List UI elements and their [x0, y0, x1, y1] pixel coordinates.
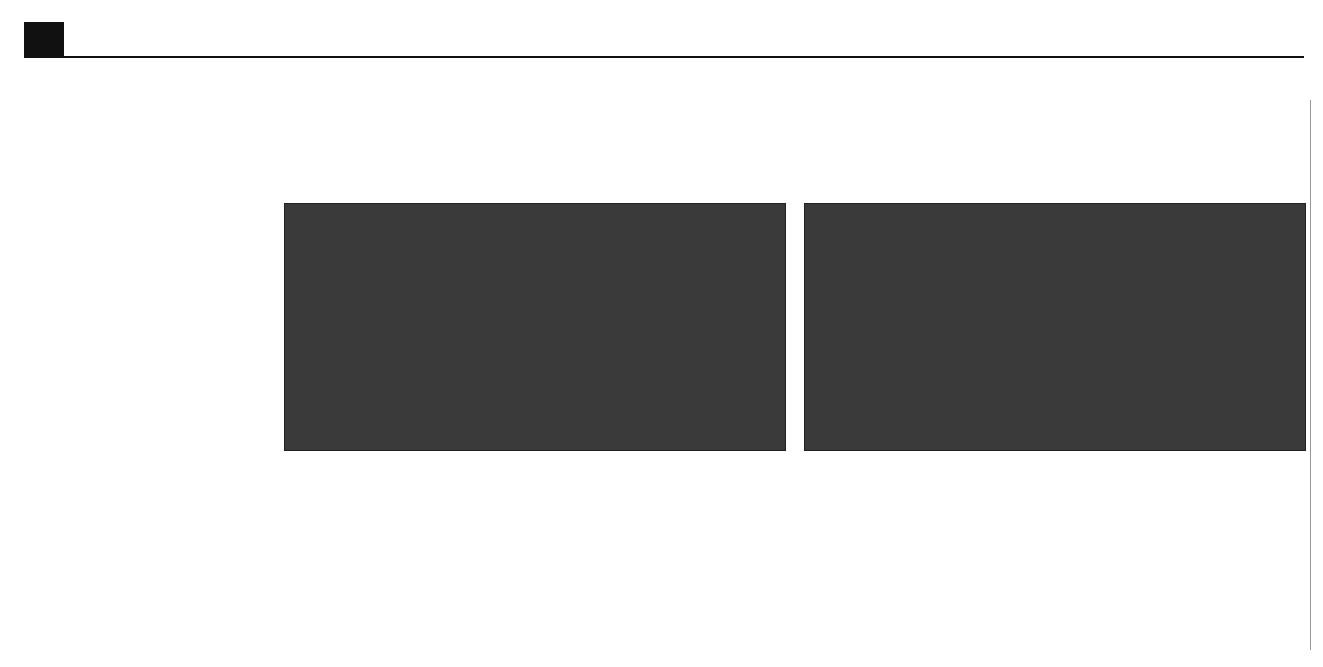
article-column-5: [1062, 532, 1306, 540]
winners-photo: [804, 203, 1306, 451]
article-column-3: [542, 532, 786, 540]
article-column-4: [804, 532, 1048, 540]
column-rule: [1310, 100, 1311, 650]
award-ceremony-photo: [284, 203, 786, 451]
page-header: [24, 22, 1304, 58]
article-column-1: [38, 205, 268, 213]
article-column-2: [284, 532, 528, 540]
page-number: [24, 22, 64, 56]
